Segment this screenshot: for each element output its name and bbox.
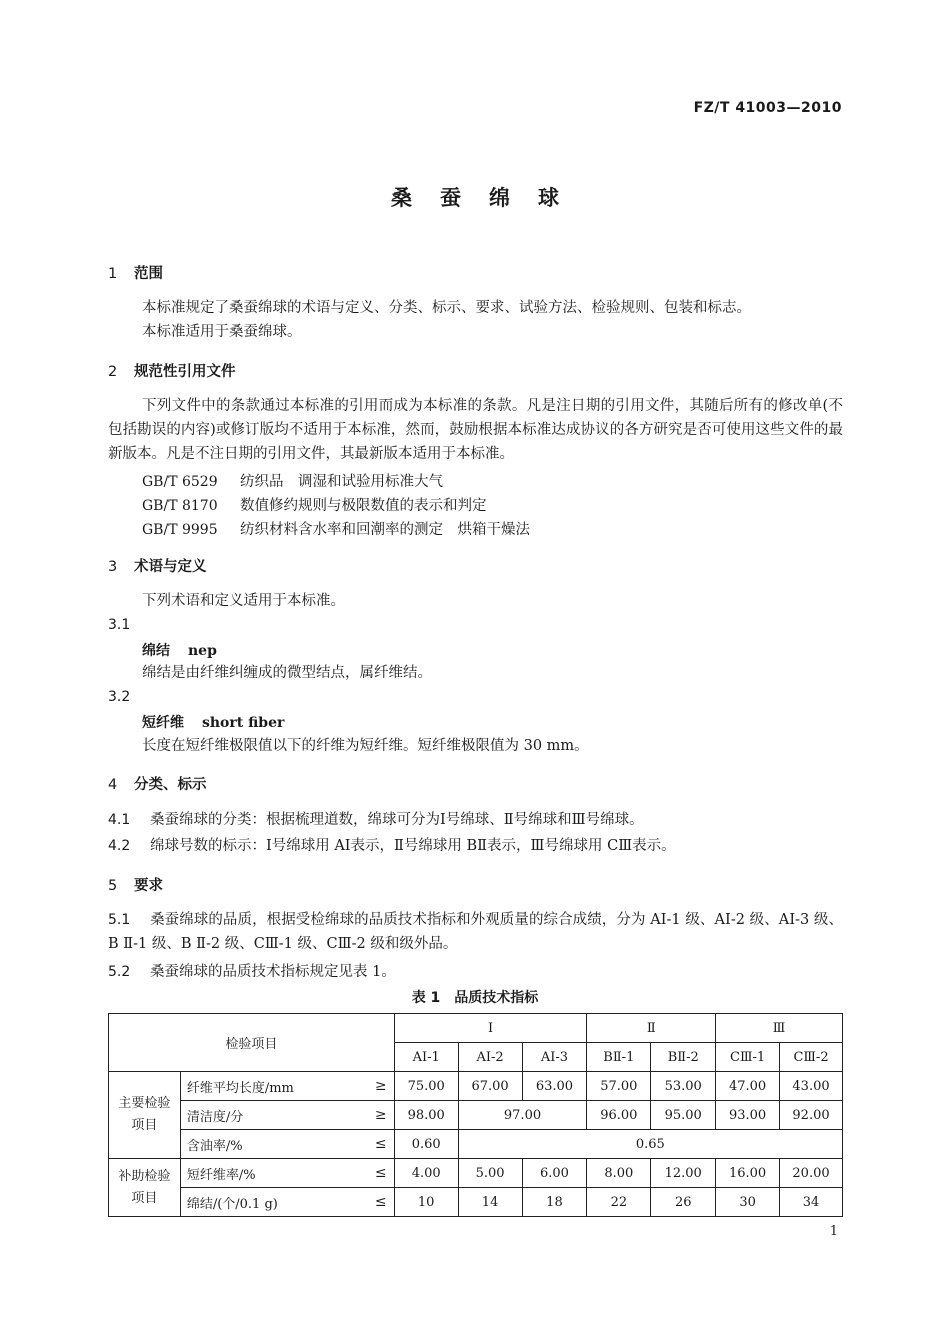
table-cell: 57.00 (587, 1072, 651, 1101)
term-definition: 绵结是由纤维纠缠成的微型结点，属纤维结。 (142, 665, 432, 681)
section-number: 4 (108, 777, 118, 793)
table-cell: 16.00 (716, 1159, 780, 1188)
table-header-row (109, 1014, 843, 1043)
section-title: 要求 (134, 878, 163, 894)
item-name: 清洁度/分 (180, 1101, 367, 1130)
section-number: 3 (108, 559, 118, 575)
reference-item (142, 470, 443, 491)
section-number: 5 (108, 878, 118, 894)
term-chinese: 绵结 (142, 643, 170, 659)
reference-item (142, 494, 487, 515)
main-items-label: 主要检验项目 (109, 1072, 181, 1159)
clause (108, 960, 396, 984)
item-name: 含油率/% (180, 1130, 367, 1159)
table-cell: 18 (522, 1188, 587, 1217)
comparison-symbol: ≥ (368, 1072, 394, 1101)
section-2-heading (108, 360, 236, 381)
group-header: Ⅱ (587, 1014, 716, 1043)
table-cell: 95.00 (651, 1101, 716, 1130)
paragraph: 下列文件中的条款通过本标准的引用而成为本标准的条款。凡是注日期的引用文件，其随后所有的修改单(不包括勘误的内容)或修订版均不适用于本标准，然而，鼓励根据本标准达成协议的各方研究是否可使用这些文件的最新版本。凡是不注日期的引用文件，其最新版本适用于本标准。 (108, 398, 843, 462)
section-title: 术语与定义 (134, 559, 207, 575)
paragraph: 本标准适用于桑蚕绵球。 (142, 324, 302, 340)
table-cell: 22 (587, 1188, 651, 1217)
table-cell: 43.00 (780, 1072, 843, 1101)
grade-header: BⅡ-1 (587, 1043, 651, 1072)
clause-number: 5.1 (108, 912, 131, 928)
section-title: 规范性引用文件 (134, 364, 236, 380)
table-cell: 26 (651, 1188, 716, 1217)
term-heading (142, 640, 217, 660)
table-row (109, 1130, 843, 1159)
standard-number: FZ/T 41003—2010 (693, 100, 842, 116)
clause-number: 4.1 (108, 812, 131, 828)
term-heading (142, 712, 284, 732)
section-title: 分类、标示 (134, 777, 207, 793)
quality-indicator-table (108, 1013, 843, 1217)
table-cell: 96.00 (587, 1101, 651, 1130)
clause-text: 桑蚕绵球的品质，根据受检绵球的品质技术指标和外观质量的综合成绩，分为 AⅠ-1 级、AⅠ-2 级、AⅠ-3 级、B Ⅱ-1 级、B Ⅱ-2 级、CⅢ-1 级、CⅢ-2 级和级外品。 (108, 912, 843, 952)
table-row (109, 1072, 843, 1101)
section-3-heading (108, 555, 207, 576)
reference-code: GB/T 8170 (142, 498, 218, 514)
clause (108, 808, 644, 832)
table-cell: 98.00 (394, 1101, 458, 1130)
table-caption: 表 1 品质技术指标 (411, 990, 539, 1006)
clause-text: 桑蚕绵球的品质技术指标规定见表 1。 (150, 964, 396, 980)
reference-item (142, 518, 530, 539)
table-cell: 5.00 (458, 1159, 522, 1188)
table-cell: 67.00 (458, 1072, 522, 1101)
grade-header: AⅠ-2 (458, 1043, 522, 1072)
reference-title: 纺织材料含水率和回潮率的测定 烘箱干燥法 (240, 522, 530, 538)
aux-items-label: 补助检验项目 (109, 1159, 181, 1217)
table-cell: 92.00 (780, 1101, 843, 1130)
table-cell: 75.00 (394, 1072, 458, 1101)
table-cell: 6.00 (522, 1159, 587, 1188)
table-cell: 47.00 (716, 1072, 780, 1101)
table-cell: 12.00 (651, 1159, 716, 1188)
table-cell: 0.65 (458, 1130, 842, 1159)
clause-text: 绵球号数的标示：Ⅰ号绵球用 AⅠ表示，Ⅱ号绵球用 BⅡ表示，Ⅲ号绵球用 CⅢ表示。 (150, 838, 676, 854)
item-name: 短纤维率/% (180, 1159, 367, 1188)
term-english: short fiber (202, 715, 285, 731)
table-cell: 63.00 (522, 1072, 587, 1101)
item-name: 绵结/(个/0.1 g) (180, 1188, 367, 1217)
paragraph: 本标准规定了桑蚕绵球的术语与定义、分类、标示、要求、试验方法、检验规则、包装和标志。 (142, 300, 751, 316)
reference-code: GB/T 6529 (142, 474, 218, 490)
table-cell: 30 (716, 1188, 780, 1217)
clause (108, 834, 676, 858)
comparison-symbol: ≤ (368, 1130, 394, 1159)
table-cell: 53.00 (651, 1072, 716, 1101)
grade-header: AⅠ-1 (394, 1043, 458, 1072)
clause (108, 908, 843, 956)
grade-header: CⅢ-2 (780, 1043, 843, 1072)
group-header: Ⅰ (394, 1014, 587, 1043)
table-cell: 14 (458, 1188, 522, 1217)
page-number: 1 (829, 1224, 838, 1239)
document-title: 桑蚕绵球 (391, 186, 587, 210)
table-cell: 0.60 (394, 1130, 458, 1159)
group-header: Ⅲ (716, 1014, 843, 1043)
table-cell: 93.00 (716, 1101, 780, 1130)
grade-header: CⅢ-1 (716, 1043, 780, 1072)
reference-title: 纺织品 调湿和试验用标准大气 (240, 474, 443, 490)
section-1-heading (108, 262, 163, 283)
table-cell: 20.00 (780, 1159, 843, 1188)
reference-code: GB/T 9995 (142, 522, 218, 538)
clause-number: 4.2 (108, 838, 131, 854)
term-english: nep (188, 643, 217, 659)
clause-number: 3.1 (108, 617, 131, 633)
header-item-cell: 检验项目 (109, 1014, 395, 1072)
clause-text: 桑蚕绵球的分类：根据梳理道数，绵球可分为Ⅰ号绵球、Ⅱ号绵球和Ⅲ号绵球。 (150, 812, 644, 828)
grade-header: AⅠ-3 (522, 1043, 587, 1072)
table-cell: 34 (780, 1188, 843, 1217)
section-number: 2 (108, 364, 118, 380)
grade-header: BⅡ-2 (651, 1043, 716, 1072)
item-name: 纤维平均长度/mm (180, 1072, 367, 1101)
section-number: 1 (108, 266, 118, 282)
table-row (109, 1101, 843, 1130)
reference-title: 数值修约规则与极限数值的表示和判定 (240, 498, 487, 514)
comparison-symbol: ≤ (368, 1159, 394, 1188)
table-cell: 97.00 (458, 1101, 587, 1130)
term-chinese: 短纤维 (142, 715, 184, 731)
term-definition: 长度在短纤维极限值以下的纤维为短纤维。短纤维极限值为 30 mm。 (142, 738, 589, 754)
section-4-heading (108, 773, 207, 794)
table-cell: 10 (394, 1188, 458, 1217)
comparison-symbol: ≥ (368, 1101, 394, 1130)
section-5-heading (108, 874, 163, 895)
clause-number: 5.2 (108, 964, 131, 980)
table-row (109, 1188, 843, 1217)
section-title: 范围 (134, 266, 163, 282)
paragraph: 下列术语和定义适用于本标准。 (142, 593, 345, 609)
comparison-symbol: ≤ (368, 1188, 394, 1217)
table-row (109, 1159, 843, 1188)
table-cell: 4.00 (394, 1159, 458, 1188)
clause-number: 3.2 (108, 689, 131, 705)
table-cell: 8.00 (587, 1159, 651, 1188)
